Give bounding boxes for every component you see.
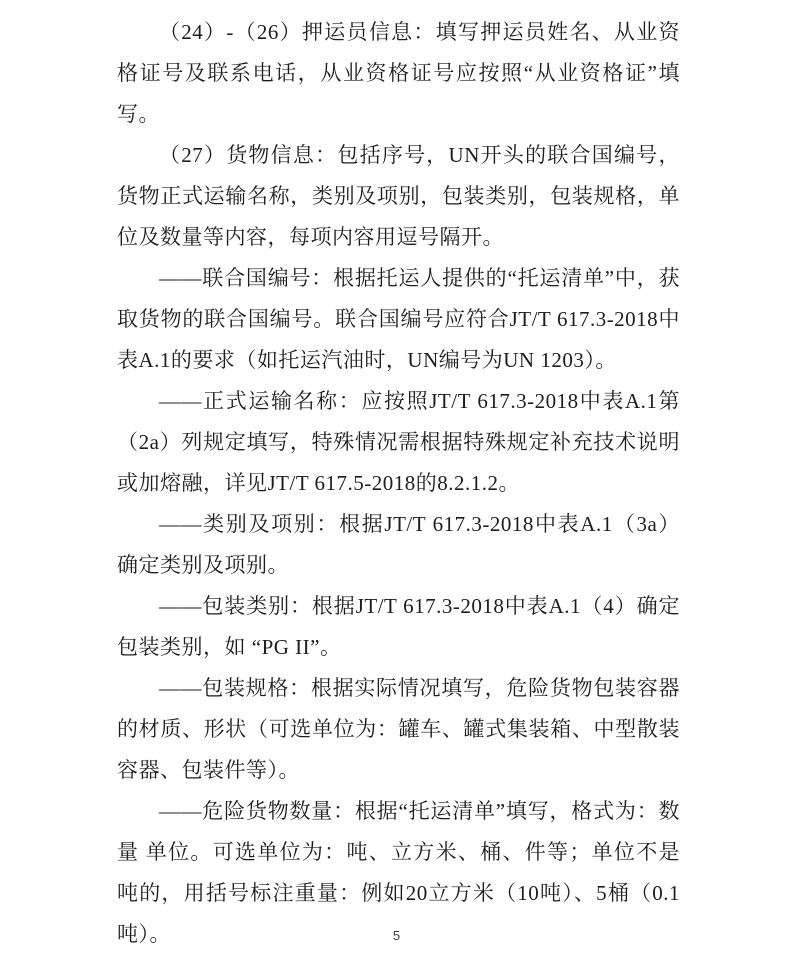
document-body [117, 12, 680, 955]
paragraph: ——类别及项别：根据JT/T 617.3-2018中表A.1（3a）确定类别及项别。 [117, 512, 680, 577]
paragraph: ——正式运输名称：应按照JT/T 617.3-2018中表A.1第（2a）列规定填写，特殊情况需根据特殊规定补充技术说明或加熔融，详见JT/T 617.5-2018的8.2.1.2。 [117, 389, 680, 495]
paragraph: （27）货物信息：包括序号，UN开头的联合国编号，货物正式运输名称，类别及项别，包装类别，包装规格，单位及数量等内容，每项内容用逗号隔开。 [117, 143, 680, 249]
paragraph: ——联合国编号：根据托运人提供的“托运清单”中，获取货物的联合国编号。联合国编号应符合JT/T 617.3-2018中表A.1的要求（如托运汽油时，UN编号为UN 1203）。 [117, 266, 680, 372]
page-number: 5 [392, 928, 401, 943]
paragraph: ——危险货物数量：根据“托运清单”填写，格式为：数量 单位。可选单位为：吨、立方米、桶、件等；单位不是吨的，用括号标注重量：例如20立方米（10吨）、5桶（0.1吨）。 [117, 799, 680, 946]
paragraph: （24）-（26）押运员信息：填写押运员姓名、从业资格证号及联系电话，从业资格证号应按照“从业资格证”填写。 [117, 20, 680, 126]
paragraph: ——包装类别：根据JT/T 617.3-2018中表A.1（4）确定包装类别，如 “PG II”。 [117, 594, 680, 659]
paragraph: ——包装规格：根据实际情况填写，危险货物包装容器的材质、形状（可选单位为：罐车、罐式集装箱、中型散装容器、包装件等）。 [117, 676, 680, 782]
